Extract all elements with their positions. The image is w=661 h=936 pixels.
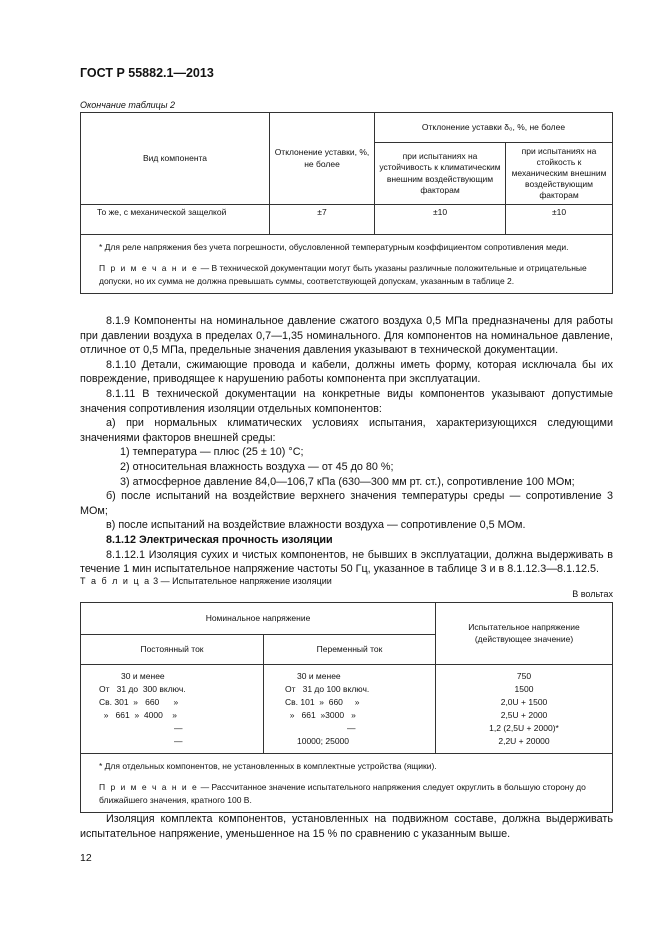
paragraph-8-1-12-1: 8.1.12.1 Изоляция сухих и чистых компонентов, не бывших в эксплуатации, должна выдерживать в течение 1 мин испытательное напряжение частоты 50 Гц, указанное в таблице 3 и в 8.1.12.3—8.1.12.5.: [80, 548, 613, 576]
heading-8-1-12: 8.1.12 Электрическая прочность изоляции: [106, 533, 333, 546]
page-number: 12: [80, 852, 92, 864]
cell-test-values: [436, 665, 613, 754]
cell-mechanical: ±10: [506, 205, 613, 235]
body-section-8-1: [80, 314, 613, 577]
table-3: [80, 602, 613, 813]
dc-row: » 661 » 4000 »: [99, 710, 177, 720]
ac-row: От 31 до 100 включ.: [285, 684, 370, 694]
header-nominal-voltage: Номинальное напряжение: [81, 603, 436, 635]
table-2-notes: [81, 235, 613, 294]
test-row: 2,2U + 20000: [498, 736, 550, 746]
dc-row: 30 и менее: [121, 671, 165, 681]
item-a: а) при нормальных климатических условиях испытания, характеризующихся следующими значениями факторов внешней среды:: [80, 417, 613, 444]
dc-row: От 31 до 300 включ.: [99, 684, 186, 694]
cell-setting: ±7: [270, 205, 375, 235]
table-label: Т а б л и ц а: [80, 576, 151, 586]
document-id: ГОСТ Р 55882.1—2013: [80, 66, 214, 80]
dc-row: —: [174, 723, 183, 733]
ac-row: 30 и менее: [297, 671, 341, 681]
header-test-voltage: Испытательное напряжение (действующее значение): [436, 603, 613, 665]
table-3-note: [99, 781, 594, 807]
cell-climatic: ±10: [375, 205, 506, 235]
test-row: 1,2 (2,5U + 2000)*: [489, 723, 559, 733]
header-component-type: Вид компонента: [81, 113, 270, 205]
item-a-2: 2) относительная влажность воздуха — от 45 до 80 %;: [120, 460, 394, 473]
bottom-paragraph: [80, 812, 613, 841]
table-2-end: [80, 112, 613, 294]
header-climatic: при испытаниях на устойчивость к климатическим внешним воздействующим факторам: [375, 143, 506, 205]
header-dc: Постоянный ток: [81, 635, 264, 665]
test-row: 1500: [514, 684, 534, 694]
paragraph-8-1-9: 8.1.9 Компоненты на номинальное давление сжатого воздуха 0,5 МПа предназначены для работы при давлении воздуха в пределах 0,7—1,35 номинального. Для компонентов на номинальное давление, отличное от 0,5 МПа, предельные значения давления указывают в технической документации.: [80, 315, 613, 357]
ac-row: 10000; 25000: [297, 736, 349, 746]
note-label: П р и м е ч а н и е: [99, 781, 199, 792]
paragraph-8-1-11: 8.1.11 В технической документации на конкретные виды компонентов указывают допустимые значения сопротивления изоляции отдельных компонентов:: [80, 387, 613, 415]
table-3-notes: [81, 754, 613, 813]
note-text: — Рассчитанное значение испытательного напряжения следует округлить в большую сторону до ближайшего значения, кратного 100 В.: [99, 781, 586, 805]
test-row: 750: [516, 671, 532, 681]
header-ac: Переменный ток: [264, 635, 436, 665]
cell-component: То же, с механической защелкой: [81, 205, 270, 235]
cell-ac-values: [264, 665, 436, 754]
paragraph-8-1-10: 8.1.10 Детали, сжимающие провода и кабели, должны иметь форму, которая исключала бы их повреждение, приводящее к нарушению работы компонента при эксплуатации.: [80, 358, 613, 386]
dc-row: —: [174, 736, 183, 746]
item-v: в) после испытаний на воздействие влажности воздуха — сопротивление 0,5 МОм.: [106, 519, 526, 532]
paragraph-kit-insulation: Изоляция комплекта компонентов, установленных на подвижном составе, должна выдерживать испытательное напряжение, уменьшенное на 15 % по сравнению с указанным выше.: [80, 813, 613, 840]
item-b: б) после испытаний на воздействие верхнего значения температуры среды — сопротивление 3 МОм;: [80, 490, 613, 517]
table-continuation-caption: Окончание таблицы 2: [80, 100, 175, 110]
test-row: 2,5U + 2000: [500, 710, 548, 720]
cell-dc-values: [81, 665, 264, 754]
item-a-3: 3) атмосферное давление 84,0—106,7 кПа (630—300 мм рт. ст.), сопротивление 100 МОм;: [120, 475, 575, 488]
note-text: — В технической документации могут быть указаны различные положительные и отрицательные допуски, но их сумма не должна превышать суммы, соответствующей допускам, указанным в таблице 2.: [99, 262, 587, 286]
header-deviation-group: Отклонение уставки δ₀, %, не более: [375, 113, 613, 143]
note-label: П р и м е ч а н и е: [99, 262, 199, 273]
header-setting-deviation: Отклонение уставки, %, не более: [270, 113, 375, 205]
ac-row: Св. 101 » 660 »: [285, 697, 360, 707]
header-mechanical: при испытаниях на стойкость к механическим внешним воздействующим факторам: [506, 143, 613, 205]
table-2-footnote: * Для реле напряжения без учета погрешности, обусловленной температурным коэффициентом сопротивления меди.: [99, 242, 569, 252]
ac-row: » 661 »3000 »: [285, 710, 356, 720]
table-title: 3 — Испытательное напряжение изоляции: [153, 576, 332, 586]
table-3-footnote: * Для отдельных компонентов, не установленных в комплектные устройства (ящики).: [99, 761, 437, 771]
table-2-note: [99, 262, 594, 288]
table-3-unit: В вольтах: [572, 589, 613, 599]
ac-row: —: [347, 723, 356, 733]
table-3-caption: [80, 576, 332, 586]
dc-row: Св. 301 » 660 »: [99, 697, 179, 707]
test-row: 2,0U + 1500: [500, 697, 548, 707]
item-a-1: 1) температура — плюс (25 ± 10) °С;: [120, 446, 304, 459]
